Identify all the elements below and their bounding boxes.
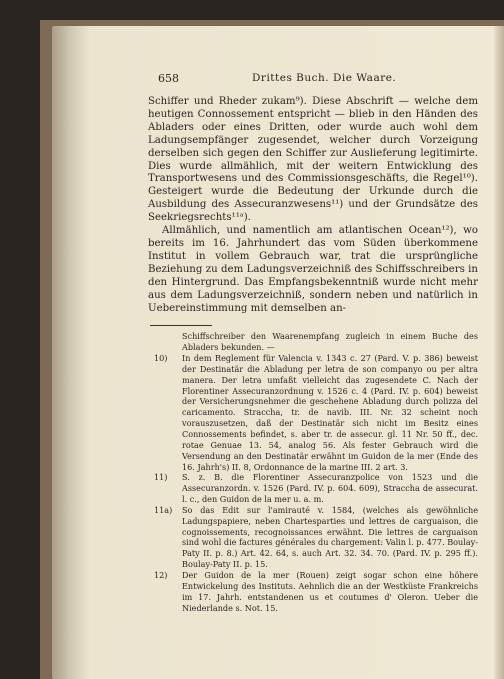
footnote-text: S. z. B. die Florentiner Assecuranzpolice von 1523 und die Assecuranzordn. v. 1526 (Pard. IV. p. 604. 609), Stracchа de assecurat. l. c., den Guidon de la mer u. a. m. — [182, 472, 478, 505]
gutter-shadow — [52, 26, 90, 679]
footnote-text: Der Guidon de la mer (Rouen) zeigt sogar schon eine höhere Entwickelung des Instituts. Aehnlich die an der Westküste Frankreichs im 17. Jahrh. entstandenen us et coutumes d' Oleron. Ueber die Niederlande s. Not. 15. — [182, 569, 478, 613]
main-paragraph: Allmählich, und namentlich am atlantischen Ocean¹²), wo bereits im 16. Jahrhundert das vom Süden überkommene Institut in vollem Gebrauch war, trat die ursprüngliche Beziehung zu dem Ladungsverzeichniß des Schiffsschreibers in den Hintergrund. Das Empfangsbekenntniß wurde nicht mehr aus dem Ladungsverzeichniß, sondern neben und natürlich in Uebereinstimmung mit demselben an- — [148, 225, 478, 314]
footnote-rule — [150, 325, 212, 326]
main-text — [148, 96, 478, 315]
footnote-text: So das Edit sur l'amirauté v. 1584, (welches als gewöhnliche Ladungspapiere, neben Chartesparties und lettres de carguaison, die cognoissements, recognoissances erwähnt. Die lettres de carguaison sind wohl die factures générales du chargement: Valin l. p. 477. Boulay-Paty II. p. 8.) Art. 42. 64, s. auch Art. 32. 34. 70. (Pard. IV. p. 295 ff.). Boulay-Paty II. p. 15. — [182, 504, 478, 570]
footnote-number: 12) — [154, 569, 168, 580]
running-head — [148, 72, 478, 88]
footnote-text: In dem Reglement für Valencia v. 1343 c. 27 (Pard. V. p. 386) beweist der Destinatär die Abladung per letra de son companyo ou per altra manera. Der letra umfaßt vielleicht das zugesendete C. Nach der Florentiner Assecuranzordnung v. 1526 c. 4 (Pard. IV. p. 604) beweist der Versicherungsnehmer die geschehene Abladung durch polizza del caricamento. Stracchа, tr. de navib. III. Nr. 32 scheint noch vorauszusetzen, daß der Destinatär sich nicht im Besitz eines Connossements befindet, s. aber tr. de assecur. gl. 11 Nr. 50 ff., dec. rotae Genuae 13. 54, analog 56. Als fester Gebrauch wird die Versendung an den Destinatär erwähnt im Guidon de la mer (Ende des 16. Jahrh's) II. 8, Ordonnance de la marine III. 2 art. 3. — [182, 353, 478, 472]
footnote — [148, 353, 478, 472]
page-number: 658 — [158, 72, 179, 85]
footnotes — [148, 331, 478, 613]
footnote-number: 11) — [154, 472, 168, 483]
footnote — [148, 570, 478, 613]
footnote — [148, 505, 478, 570]
footnote — [148, 472, 478, 505]
page-content — [148, 72, 478, 613]
footnote-number: 11a) — [154, 504, 173, 515]
footnote-number: 10) — [154, 353, 168, 364]
main-paragraph: Schiffer und Rheder zukam⁹). Diese Abschrift — welche dem heutigen Connossement entspricht — blieb in den Händen des Abladers oder eines Dritten, oder wurde auch wohl dem Ladungsempfänger zugesendet, welcher durch Vorzeigung derselben sich gegen den Schiffer zur Auslieferung legitimirte. Dies wurde allmählich, mit der weitern Entwicklung des Transportwesens und des Commissionsgeschäfts, die Regel¹⁰). Gesteigert wurde die Bedeutung der Urkunde durch die Ausbildung des Assecuranzwesens¹¹) und der Grundsätze des Seekriegsrechts¹¹ᵃ). — [148, 96, 478, 224]
page-edge — [494, 26, 504, 679]
footnote-continuation: Schiffschreiber den Waarenempfang zugleich in einem Buche des Abladers bekunden. — — [182, 331, 478, 353]
running-title: Drittes Buch. Die Waare. — [252, 72, 397, 84]
